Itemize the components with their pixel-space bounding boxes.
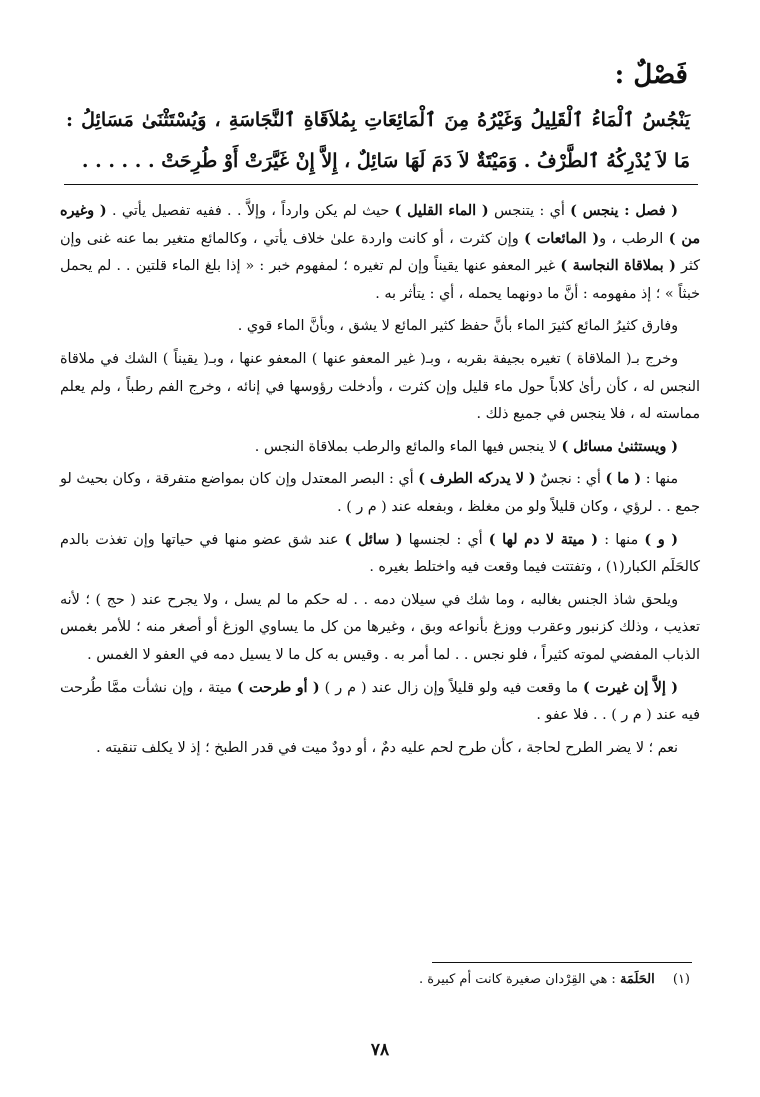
commentary-text: عند شق عضو منها في حياتها وإن تغذت بالدم كالحَلَم الكبار(١) ، وتفتتت فيما وقعت فيه واختلط بغيره .	[60, 531, 700, 576]
matn-quote: ( الماء القليل )	[394, 203, 489, 219]
matn-text: يَنْجُسُ ٱلْمَاءُ ٱلْقَلِيلُ وَغَيْرُهُ مِنَ ٱلْمَائِعَاتِ بِمُلاَقَاةِ ٱلنَّجَاسَةِ ، وَيُسْتَثْنَىٰ مَسَائِلُ : مَا لاَ يُدْرِكُهُ ٱلطَّرْفُ . وَمَيْتَةٌ لاَ دَمَ لَهَا سَائِلٌ ، إِلاَّ إِنْ غَيَّرَتْ أَوْ طُرِحَتْ . . . . . .	[66, 109, 690, 172]
commentary-text: ويلحق شاذ الجنس بغالبه ، وما شك في سيلان دمه . . له حكم ما لم يسل ، ولا يجرح عند ( حج ) ؛ لأنه تعذيب ، وذلك كزنبور وعقرب ووزغ بأنواعه وبق ، وغيرها من كل ما يساوي الوزغ أو أصغر منه ؛ للأمر بغمس الذباب المفضي لموته كثيراً ، فلو نجس . . لما أمر به . وقيس به كل ما لا يسيل دمه في العفو لا الغمس .	[60, 591, 700, 663]
footnote-text: : هي القِرْدان صغيرة كانت أم كبيرة .	[418, 972, 620, 987]
commentary-text: وخرج بـ( الملاقاة ) تغيره بجيفة بقربه ، وبـ( غير المعفو عنها ) المعفو عنها ، وبـ( يقيناً ) الشك في ملاقاة النجس له ، كأن رأىٰ كلاباً حول ماء قليل وإن كثرت ، وأدخلت رؤوسها في إنائه ، وخرج الفم رطباً ، ولم يعلم مماسته له ، فلا ينجس في جميع ذلك .	[60, 350, 700, 423]
matn-quote: ( ميتة لا دم لها )	[488, 531, 599, 548]
commentary-text: أي : نجسٌ	[535, 471, 606, 488]
matn-quote: ( بملاقاة النجاسة )	[560, 258, 676, 275]
matn-quote: ( سائل )	[344, 531, 403, 548]
commentary-text: غير المعفو عنها يقيناً وإن لم تغيره ؛ لمفهوم خبر : « إذا بلغ الماء قلتين . . لم يحمل خبثاً » ؛ إذ مفهومه : أنَّ ما دونهما يحمله ، أي : يتأثر به .	[60, 258, 700, 302]
matn-quote: ( وغيره من )	[60, 203, 700, 247]
commentary-text: ميتة ، وإن نشأت ممَّا طُرحت فيه عند ( م ر ) . . فلا عفو .	[60, 679, 700, 724]
matn-divider	[64, 184, 698, 185]
commentary-paragraph	[60, 466, 700, 521]
matn-quote: ( فصل : ينجس )	[570, 203, 678, 219]
commentary-text: منها :	[641, 471, 679, 488]
footnote-number: (١)	[672, 972, 690, 987]
commentary-paragraph	[60, 198, 700, 308]
matn-quote: ( إلاَّ إن غيرت )	[583, 679, 678, 696]
commentary-paragraph	[60, 313, 700, 341]
commentary-text: وإن كثرت ، أو كانت واردة علىٰ خلاف يأتي ، وكالمائع متغير بما عنه غنى وإن كثر	[60, 230, 700, 275]
commentary-text: الرطب ، و	[599, 230, 669, 247]
matn-quote: ( ويستثنىٰ مسائل )	[561, 438, 678, 455]
footnote	[70, 972, 690, 987]
commentary-text: ما وقعت فيه ولو قليلاً وإن زال عند ( م ر )	[319, 679, 584, 696]
commentary-paragraph	[60, 735, 700, 763]
matn-quote: ( لا يدركه الطرف )	[418, 471, 536, 488]
footnote-divider	[432, 962, 692, 963]
commentary-paragraph	[60, 434, 700, 462]
commentary-text: أي : لجنسها	[402, 531, 489, 548]
commentary-paragraph	[60, 346, 700, 429]
matn-quote: ( المائعات )	[524, 230, 600, 247]
commentary-text: أي : البصر المعتدل وإن كان بمواضع متفرقة ، وكان بحيث لو جمع . . لرؤي ، وكان قليلاً ولو من مغلظ ، وبفعله عند ( م ر ) .	[60, 471, 700, 515]
commentary-body	[60, 198, 700, 767]
commentary-paragraph	[60, 675, 700, 730]
commentary-text: أي : يتنجس	[488, 203, 571, 219]
commentary-text: وفارق كثيرُ المائع كثيرَ الماء بأنَّ حفظ كثير المائع لا يشق ، وبأنَّ الماء قوي .	[237, 318, 678, 335]
commentary-text: لا ينجس فيها الماء والمائع والرطب بملاقاة النجس .	[254, 438, 562, 455]
commentary-paragraph	[60, 587, 700, 670]
footnote-term: الحَلَمَة	[619, 972, 655, 987]
commentary-text: نعم ؛ لا يضر الطرح لحاجة ، كأن طرح لحم عليه دمٌ ، أو دودٌ ميت في قدر الطبخ ؛ إذ لا يكلف تنقيته .	[96, 739, 678, 756]
page-number: ٧٨	[370, 1040, 390, 1060]
commentary-text: منها :	[598, 531, 645, 548]
commentary-text: حيث لم يكن وارداً ، وإلاَّ . . ففيه تفصيل يأتي .	[106, 203, 395, 219]
matn-quote: ( ما )	[605, 471, 642, 488]
matn-quote: ( و )	[644, 531, 678, 548]
commentary-paragraph	[60, 527, 700, 582]
matn-quote: ( أو طرحت )	[236, 679, 320, 696]
section-heading: فَصْلٌ :	[614, 60, 688, 90]
